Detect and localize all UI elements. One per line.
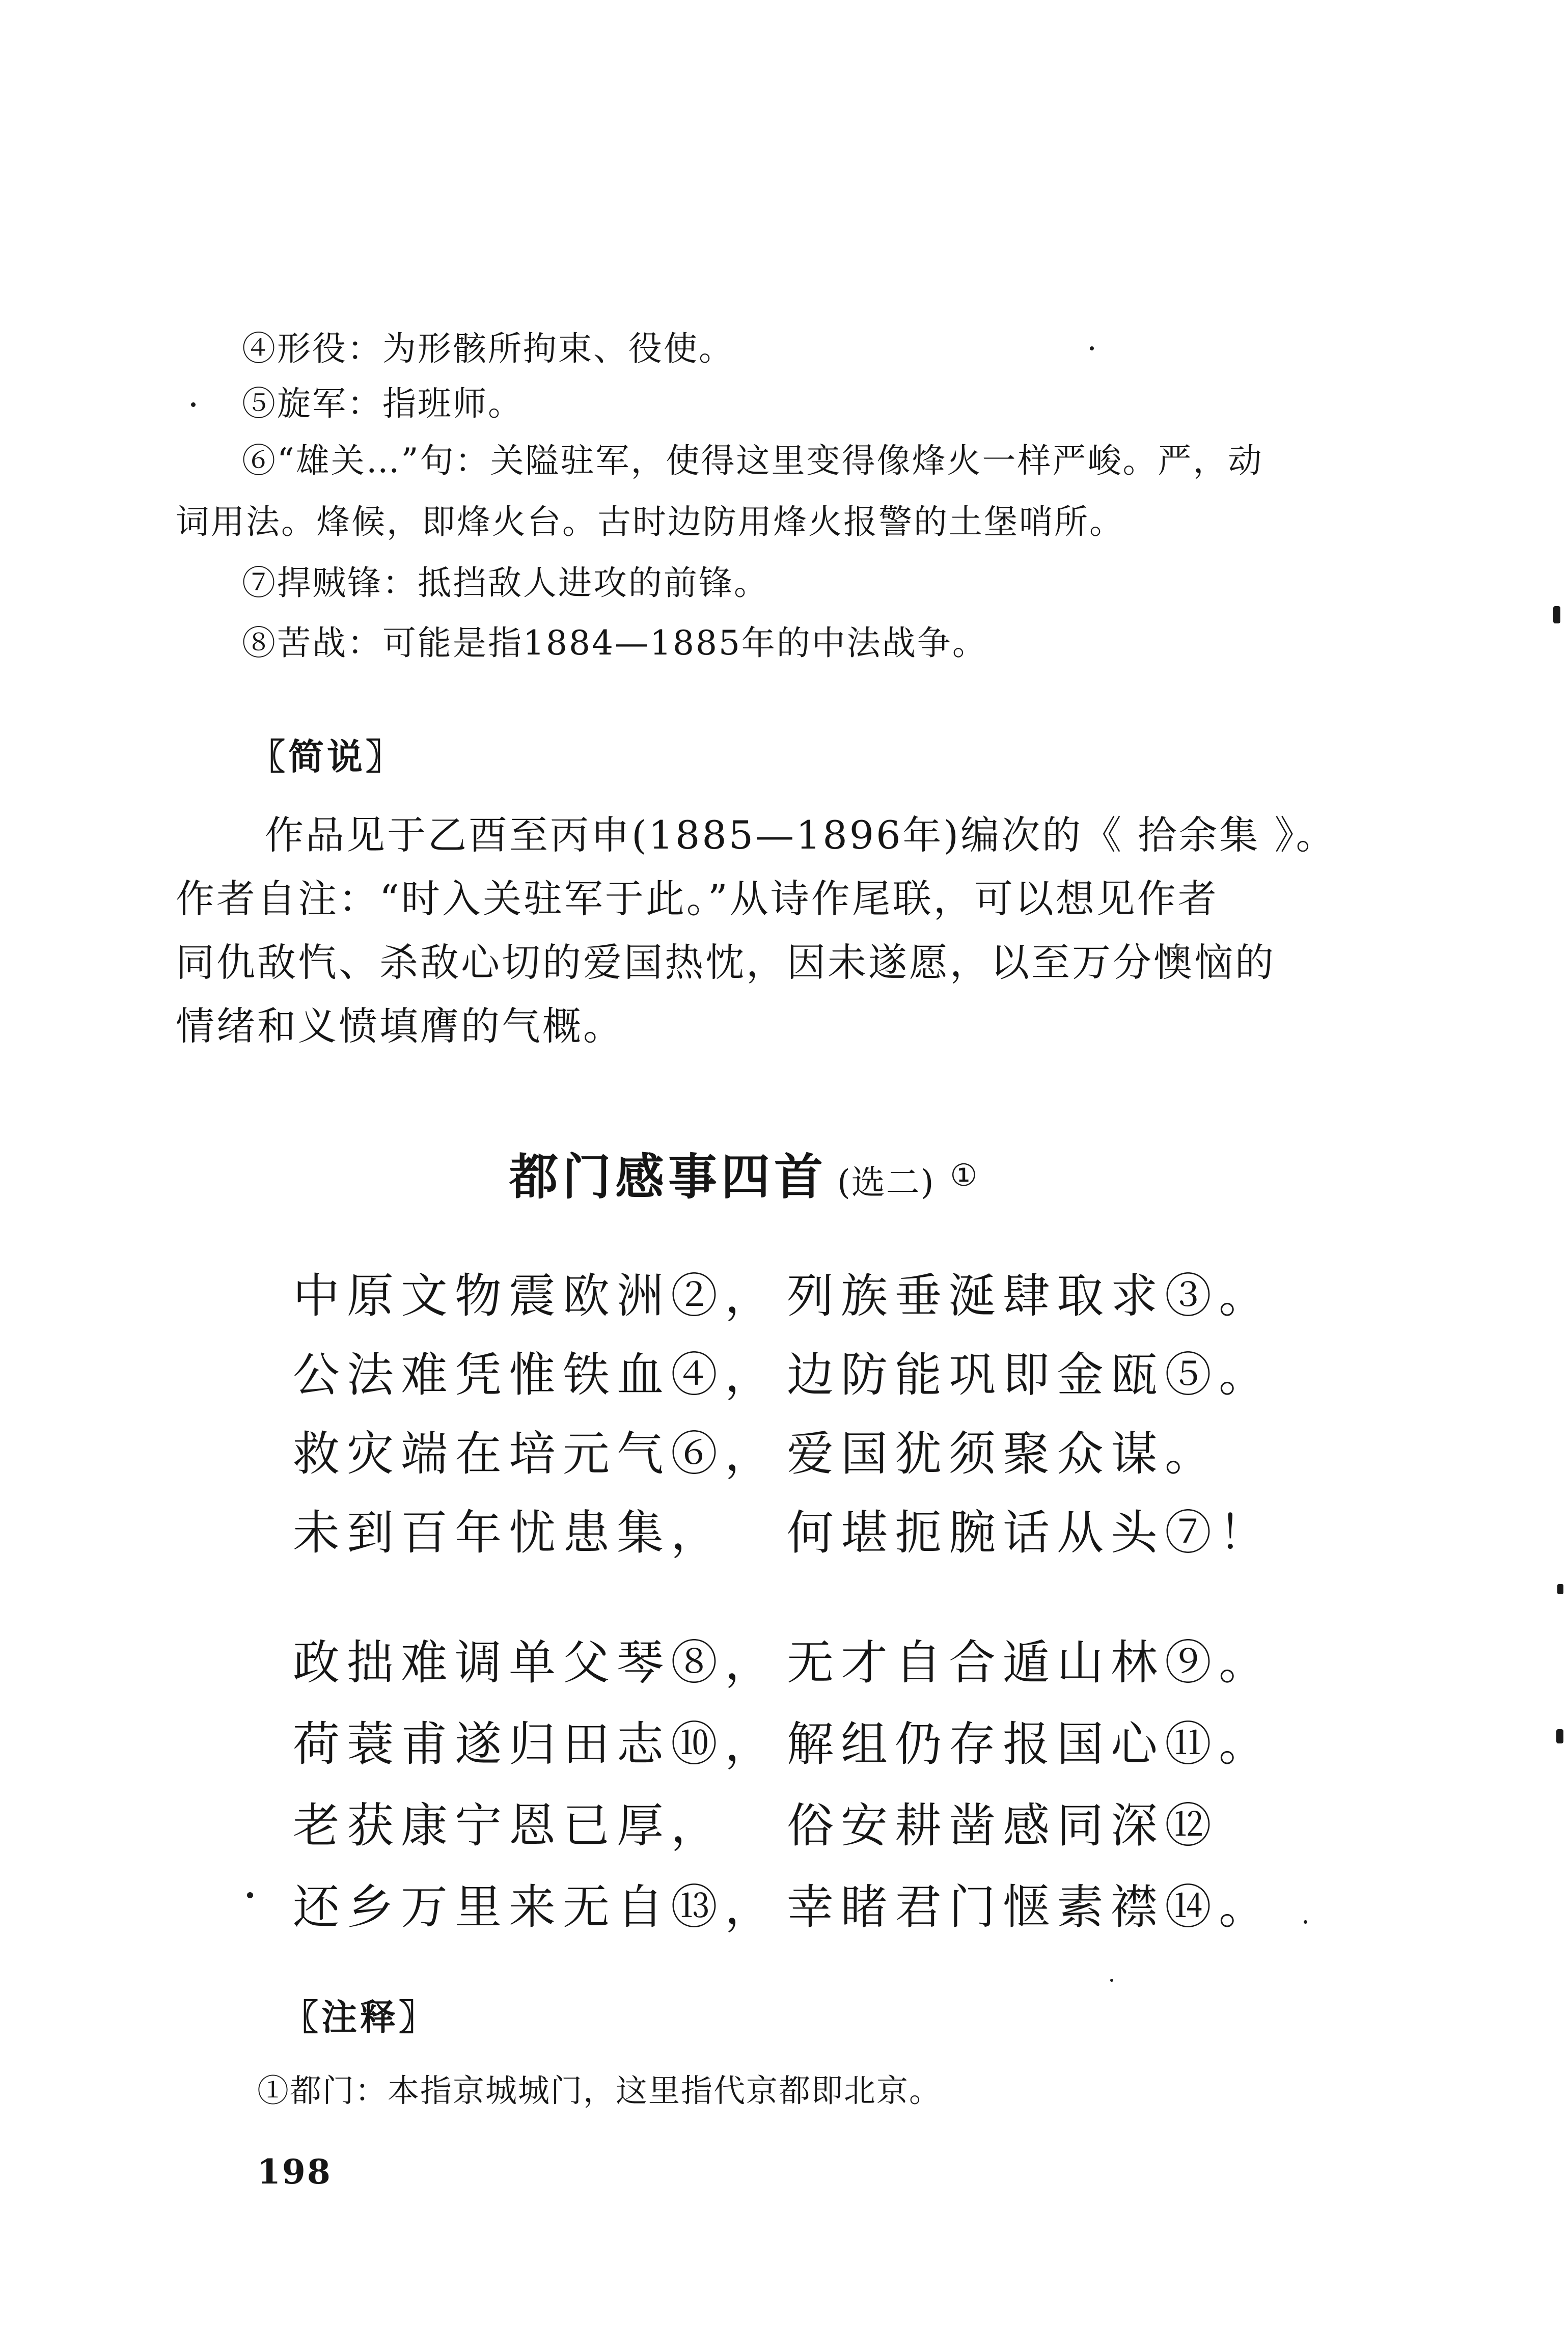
note-line: ⑧苦战：可能是指1884—1885年的中法战争。 <box>242 623 987 663</box>
scan-speck <box>1090 346 1094 350</box>
scan-speck <box>191 402 196 407</box>
note-line: ⑥“雄关…”句：关隘驻军，使得这里变得像烽火一样严峻。严，动 <box>242 441 1263 480</box>
poem-subtitle: (选二) <box>837 1163 935 1202</box>
poem-line-left: 政拙难调单父琴⑧， <box>293 1635 779 1690</box>
page-number: 198 <box>257 2152 332 2192</box>
scan-speck <box>1557 1584 1563 1594</box>
note-line: ⑤旋军：指班师。 <box>242 384 523 423</box>
note-line: ⑦捍贼锋：抵挡敌人进攻的前锋。 <box>242 563 769 603</box>
poem-line-left: 救灾端在培元气⑥， <box>293 1427 779 1481</box>
poem-line-right: 爱国犹须聚众谋。 <box>787 1427 1219 1481</box>
poem-line-left: 老获康宁恩已厚， <box>293 1798 725 1853</box>
poem-line-right: 解组仍存报国心⑪。 <box>787 1717 1273 1771</box>
zhushi-label: 〖注释〗 <box>283 1996 437 2038</box>
jianshuo-label: 〖简说〗 <box>250 735 404 778</box>
scan-speck <box>1110 1979 1113 1982</box>
poem-line-right: 无才自合遁山林⑨。 <box>787 1635 1273 1690</box>
poem-title-footnote-mark: ① <box>950 1158 982 1193</box>
note-line: 词用法。烽候，即烽火台。古时边防用烽火报警的土堡哨所。 <box>176 502 1124 541</box>
note-line: ④形役：为形骸所拘束、役使。 <box>242 329 734 368</box>
poem-title <box>509 1138 981 1208</box>
jianshuo-line: 作品见于乙酉至丙申(1885—1896年)编次的《 拾余集 》。 <box>265 812 1337 858</box>
jianshuo-line: 情绪和义愤填膺的气概。 <box>176 1003 624 1049</box>
poem-line-left: 中原文物震欧洲②， <box>293 1269 779 1323</box>
jianshuo-line: 同仇敌忾、杀敌心切的爱国热忱，因未遂愿，以至万分懊恼的 <box>176 940 1276 985</box>
poem-line-left: 荷蓑甫遂归田志⑩， <box>293 1717 779 1771</box>
poem-line-left: 公法难凭惟铁血④， <box>293 1348 779 1402</box>
zhushi-note: ①都门：本指京城城门，这里指代京都即北京。 <box>257 2072 942 2109</box>
jianshuo-line: 作者自注：“时入关驻军于此。”从诗作尾联，可以想见作者 <box>176 876 1219 921</box>
poem-line-right: 边防能巩即金瓯⑤。 <box>787 1348 1273 1402</box>
scan-speck <box>247 1892 253 1898</box>
poem-line-left: 未到百年忧患集， <box>293 1506 725 1560</box>
poem-line-right: 俗安耕凿感同深⑫ <box>787 1798 1219 1853</box>
poem-line-right: 何堪扼腕话从头⑦！ <box>787 1506 1273 1560</box>
poem-line-right: 列族垂涎肆取求③。 <box>787 1269 1273 1323</box>
scan-speck <box>1553 606 1560 623</box>
poem-line-right: 幸睹君门惬素襟⑭。 <box>787 1880 1273 1934</box>
scan-speck <box>1556 1729 1563 1743</box>
poem-title-text: 都门感事四首 <box>509 1148 827 1206</box>
scan-speck <box>1304 1920 1307 1924</box>
poem-line-left: 还乡万里来无自⑬， <box>293 1880 779 1934</box>
